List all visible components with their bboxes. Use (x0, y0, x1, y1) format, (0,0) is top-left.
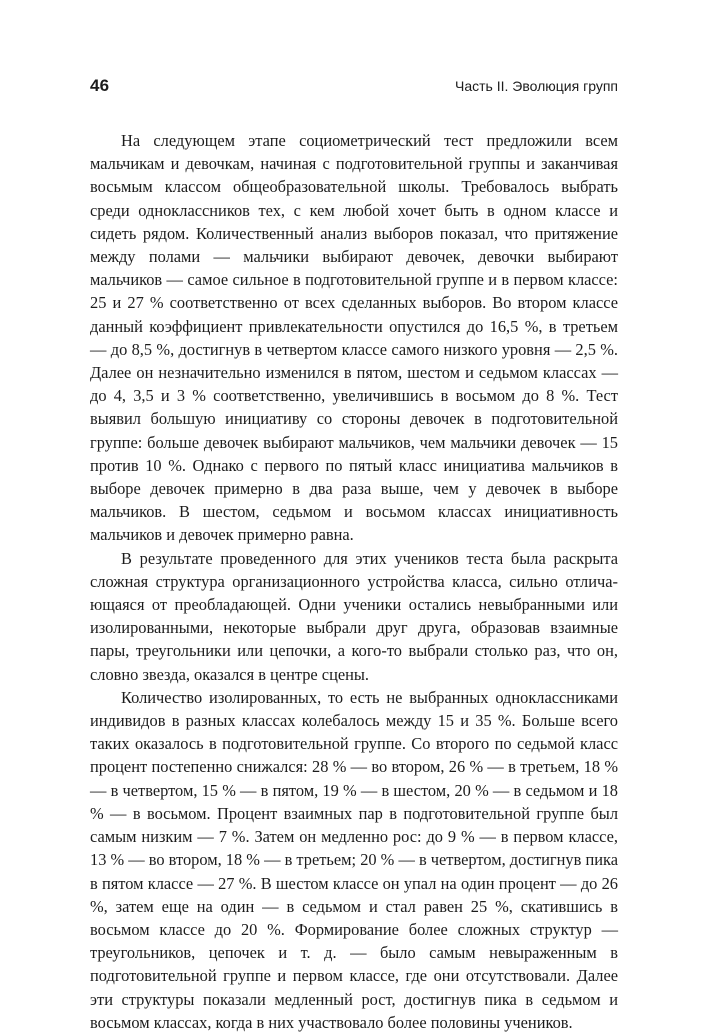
page-header (90, 76, 618, 100)
paragraph-1: На следующем этапе социометрический тест предложили всем мальчикам и девочкам, начиная с подготовительной группы и заканчивая восьмым классом общеобразовательной школы. Требовалось выбрать среди одноклассников тех, с кем любой хочет быть в одном классе и сидеть рядом. Количественный анализ выборов показал, что притяжение между полами — мальчики выбирают девочек, девочки выбирают мальчиков — самое сильное в подготовительной группе и в первом классе: 25 и 27 % соответственно от всех сделанных выборов. Во втором классе данный коэффициент привлекательности опустился до 16,5 %, в третьем — до 8,5 %, достигнув в четвертом классе самого низкого уровня — 2,5 %. Далее он незначительно изменился в пятом, шестом и седьмом классах — до 4, 3,5 и 3 % соответственно, увеличившись в восьмом до 8 %. Тест выявил большую инициативу со стороны девочек в подготовительной группе: больше девочек выбирают мальчиков, чем мальчики девочек — 15 против 10 %. Однако с первого по пятый класс инициатива мальчиков в выборе девочек примерно в два раза выше, чем у девочек в выборе мальчиков. В шестом, седьмом и восьмом классах инициативность мальчиков и девочек примерно равна. (90, 131, 618, 545)
running-title: Часть II. Эволюция групп (455, 78, 618, 94)
paragraph-3: Количество изолированных, то есть не выбранных одноклассниками индивидов в разных классах колебалось между 15 и 35 %. Больше всего таких оказалось в подготовительной группе. Со второго по седьмой класс процент постепенно снижался: 28 % — во втором, 26 % — в третьем, 18 % — в четвертом, 15 % — в пятом, 19 % — в шестом, 20 % — в седьмом и 18 % — в восьмом. Процент взаимных пар в подготовительной группе был самым низким — 7 %. Затем он медленно рос: до 9 % — в первом классе, 13 % — во втором, 18 % — в третьем; 20 % — в четвертом, достигнув пика в пятом классе — 27 %. В шестом классе он упал на один процент — до 26 %, затем еще на один — в седьмом и стал равен 25 %, скатившись в восьмом классе до 20 %. Формирование более сложных структур — треугольников, цепочек и т. д. — было самым невыраженным в подготовительной группе и первом классе, где они отсутствовали. Далее эти структуры показали медленный рост, достигнув пика в седьмом и восьмом классах, когда в них участвовало более половины учеников. (90, 687, 618, 1032)
paragraph-2: В результате проведенного для этих учеников теста была раскрыта сложная структура организационного устройства класса, сильно отличающаяся от преобладающей. Одни ученики остались невыбранными или изолированными, некоторые выбрали друг друга, образовав взаимные пары, треугольники или цепочки, а кого-то выбрали столько раз, что он, словно звезда, оказался в центре сцены. (90, 548, 618, 684)
page-number: 46 (90, 76, 110, 95)
body-text (90, 129, 618, 1034)
